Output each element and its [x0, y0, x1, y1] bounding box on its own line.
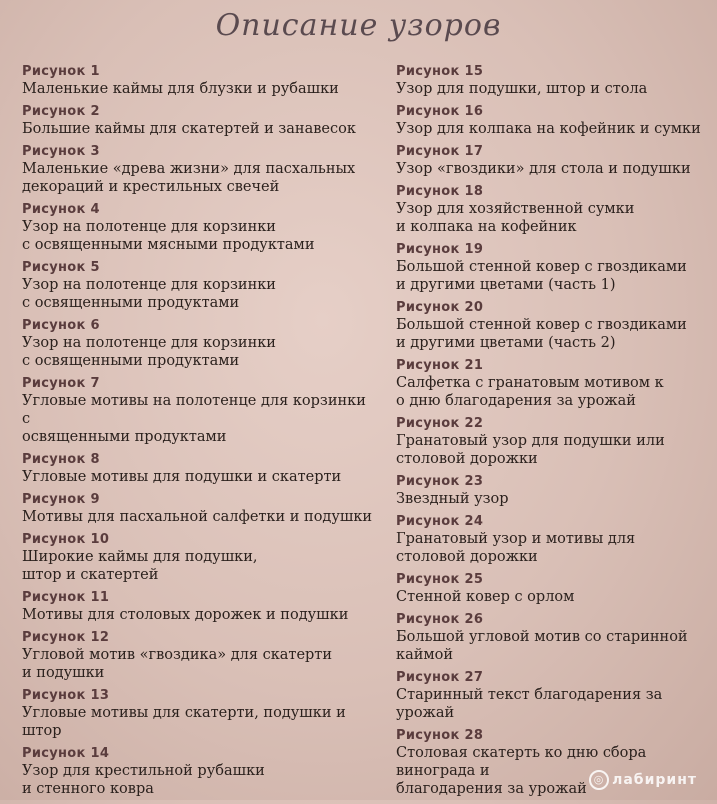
figure-description: Узор для хозяйственной сумки [396, 201, 635, 217]
figure-description: с освященными продуктами [22, 295, 240, 311]
watermark-icon: ◎ [589, 770, 609, 790]
list-item [22, 376, 377, 446]
page-title: Описание узоров [215, 8, 502, 43]
figure-description: штор и скатертей [22, 567, 159, 583]
figure-number: Рисунок 22 [396, 416, 484, 431]
figure-number: Рисунок 25 [396, 572, 484, 587]
figure-description: Узор для колпака на кофейник и сумки [396, 121, 701, 137]
figure-description: Узор для подушки, штор и стола [396, 81, 648, 97]
figure-description: столовой дорожки [396, 549, 538, 565]
figure-number: Рисунок 23 [396, 474, 484, 489]
figure-description: Маленькие каймы для блузки и рубашки [22, 81, 339, 97]
list-item [22, 144, 377, 196]
left-column [22, 64, 377, 804]
figure-description: и подушки [22, 665, 105, 681]
list-item [22, 746, 377, 798]
list-item [22, 688, 377, 740]
figure-description: столовой дорожки [396, 451, 538, 467]
list-item [396, 358, 714, 410]
figure-number: Рисунок 28 [396, 728, 484, 743]
list-item [396, 474, 714, 508]
figure-description: Маленькие «древа жизни» для пасхальных [22, 161, 356, 177]
list-item [396, 184, 714, 236]
figure-description: Старинный текст благодарения за урожай [396, 687, 663, 721]
figure-description: Угловые мотивы для скатерти, подушки и штор [22, 705, 346, 739]
list-item [396, 670, 714, 722]
list-item [396, 572, 714, 606]
watermark-text: лабиринт [612, 772, 697, 788]
figure-description: Узор на полотенце для корзинки [22, 277, 276, 293]
list-item [22, 630, 377, 682]
figure-description: Мотивы для пасхальной салфетки и подушки [22, 509, 373, 525]
figure-description: Гранатовый узор для подушки или [396, 433, 665, 449]
figure-number: Рисунок 7 [22, 376, 100, 391]
figure-description: с освященными продуктами [22, 353, 240, 369]
figure-description: и стенного ковра [22, 781, 154, 797]
list-item [396, 300, 714, 352]
figure-number: Рисунок 17 [396, 144, 484, 159]
list-item [22, 590, 377, 624]
list-item [22, 202, 377, 254]
figure-number: Рисунок 27 [396, 670, 484, 685]
figure-number: Рисунок 8 [22, 452, 100, 467]
figure-number: Рисунок 21 [396, 358, 484, 373]
watermark-logo [589, 770, 697, 790]
figure-description: и другими цветами (часть 2) [396, 335, 616, 351]
list-item [396, 144, 714, 178]
figure-description: и колпака на кофейник [396, 219, 577, 235]
figure-description: и другими цветами (часть 1) [396, 277, 616, 293]
figure-description: Стенной ковер с орлом [396, 589, 575, 605]
figure-description: декораций и крестильных свечей [22, 179, 280, 195]
list-item [396, 416, 714, 468]
figure-number: Рисунок 13 [22, 688, 110, 703]
figure-description: Большой угловой мотив со старинной каймой [396, 629, 688, 663]
figure-description: Большой стенной ковер с гвоздиками [396, 317, 687, 333]
figure-number: Рисунок 15 [396, 64, 484, 79]
figure-description: Гранатовый узор и мотивы для [396, 531, 636, 547]
figure-description: Звездный узор [396, 491, 509, 507]
figure-description: Узор для крестильной рубашки [22, 763, 265, 779]
figure-description: Мотивы для столовых дорожек и подушки [22, 607, 349, 623]
list-item [396, 514, 714, 566]
figure-number: Рисунок 26 [396, 612, 484, 627]
right-column [396, 64, 714, 804]
figure-number: Рисунок 20 [396, 300, 484, 315]
figure-description: Узор «гвоздики» для стола и подушки [396, 161, 691, 177]
figure-description: Большой стенной ковер с гвоздиками [396, 259, 687, 275]
figure-description: Угловые мотивы на полотенце для корзинки с [22, 393, 366, 427]
figure-description: с освященными мясными продуктами [22, 237, 315, 253]
figure-description: Салфетка с гранатовым мотивом к [396, 375, 664, 391]
figure-description: освященными продуктами [22, 429, 227, 445]
figure-description: Узор на полотенце для корзинки [22, 335, 276, 351]
figure-number: Рисунок 16 [396, 104, 484, 119]
figure-description: Угловые мотивы для подушки и скатерти [22, 469, 342, 485]
list-item [22, 260, 377, 312]
list-item [396, 612, 714, 664]
figure-description: Узор на полотенце для корзинки [22, 219, 276, 235]
figure-description: Широкие каймы для подушки, [22, 549, 258, 565]
figure-number: Рисунок 5 [22, 260, 100, 275]
list-item [22, 104, 377, 138]
figure-number: Рисунок 18 [396, 184, 484, 199]
figure-number: Рисунок 12 [22, 630, 110, 645]
list-item [396, 242, 714, 294]
figure-description: благодарения за урожай [396, 781, 587, 797]
list-item [22, 532, 377, 584]
figure-description: Большие каймы для скатертей и занавесок [22, 121, 356, 137]
list-item [22, 64, 377, 98]
list-item [396, 104, 714, 138]
list-item [22, 452, 377, 486]
figure-number: Рисунок 19 [396, 242, 484, 257]
list-item [396, 64, 714, 98]
figure-description: Угловой мотив «гвоздика» для скатерти [22, 647, 332, 663]
figure-number: Рисунок 9 [22, 492, 100, 507]
list-item [22, 492, 377, 526]
figure-number: Рисунок 10 [22, 532, 110, 547]
figure-description: Столовая скатерть ко дню сбора винограда и [396, 745, 647, 779]
figure-number: Рисунок 14 [22, 746, 110, 761]
figure-number: Рисунок 24 [396, 514, 484, 529]
figure-description: о дню благодарения за урожай [396, 393, 636, 409]
figure-number: Рисунок 11 [22, 590, 110, 605]
figure-number: Рисунок 3 [22, 144, 100, 159]
figure-number: Рисунок 4 [22, 202, 100, 217]
list-item [22, 318, 377, 370]
figure-number: Рисунок 2 [22, 104, 100, 119]
figure-number: Рисунок 6 [22, 318, 100, 333]
figure-number: Рисунок 1 [22, 64, 100, 79]
